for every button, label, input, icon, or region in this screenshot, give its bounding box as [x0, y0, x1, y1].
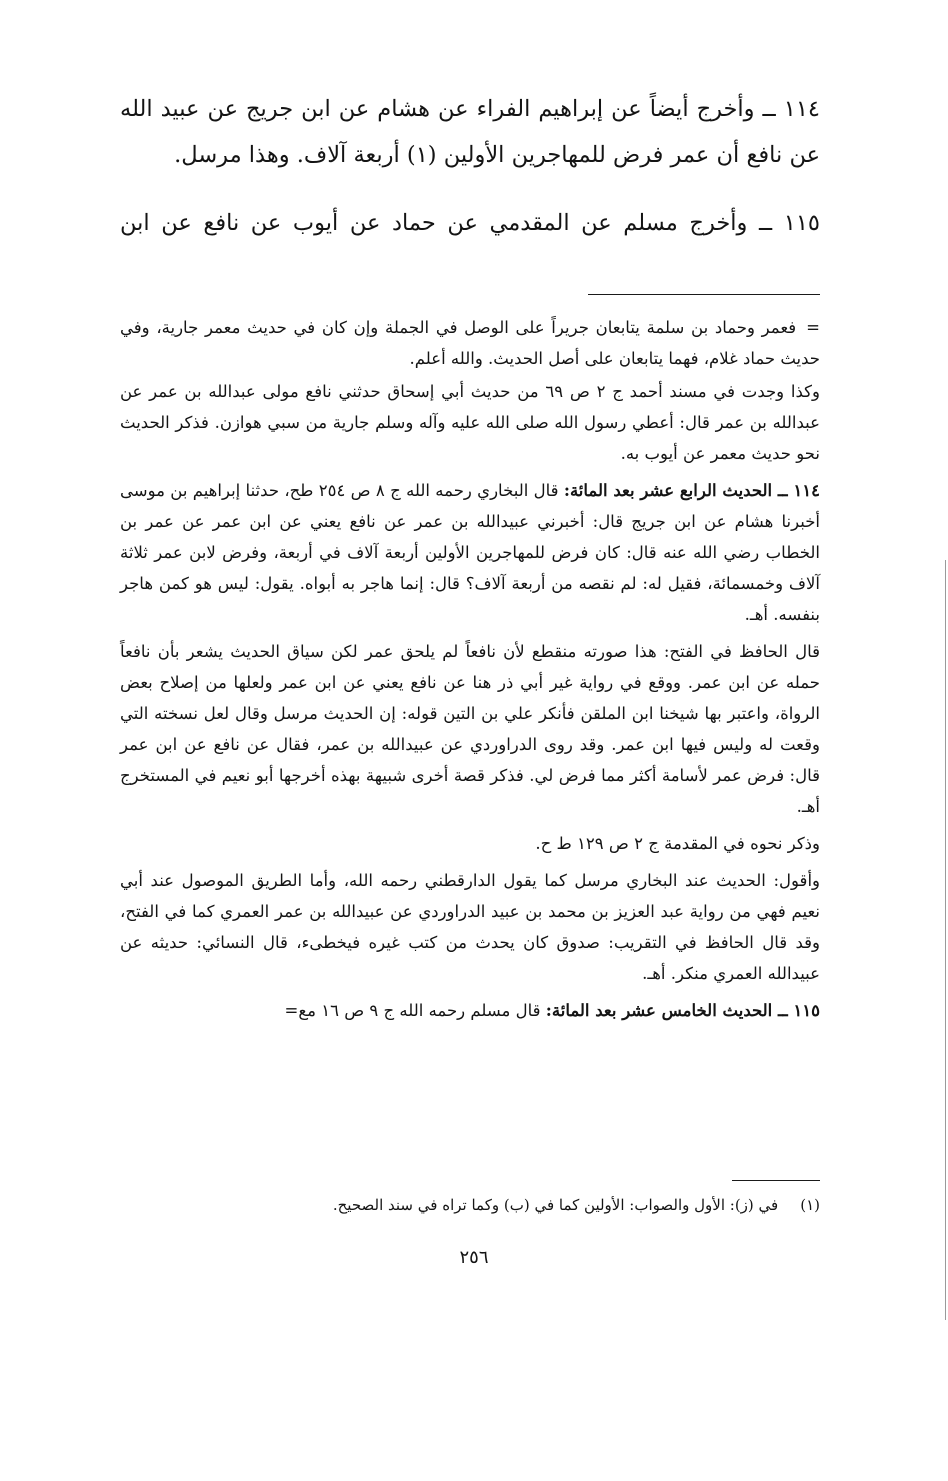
commentary-notes [120, 312, 820, 1028]
note-hafiz-fath: قال الحافظ في الفتح: هذا صورته منقطع لأن نافعاً لم يلحق عمر لكن سياق الحديث يشعر بأن نافعاً حمله عن ابن عمر. ووقع في رواية غير أبي ذر هنا عن نافع يعني عن ابن عمر ولعلها من إصلاح بعض الرواة، واعتبر بها شيخنا ابن الملقن فأنكر علي بن التين قوله: إن الحديث مرسل وقال لعل نسخته التي وقعت له وليس فيها ابن عمر. وقد روى الدراوردي عن عبيدالله بن عمر، فقال عن نافع عن ابن عمر قال: فرض عمر لأسامة أكثر مما فرض لي. فذكر قصة أخرى شبيهة بهذه أخرجها أبو نعيم في المستخرج أهـ. [120, 642, 820, 816]
page-number: ٢٥٦ [459, 1247, 489, 1268]
note-continuation [120, 312, 820, 374]
hadith-115-paragraph: ١١٥ ــ وأخرج مسلم عن المقدمي عن حماد عن أيوب عن نافع عن ابن [120, 210, 820, 236]
note-hadith-115 [120, 995, 820, 1026]
note-continuation-text: فعمر وحماد بن سلمة يتابعان جريراً على الوصل في الجملة وإن كان في حديث معمر جارية، وفي حديث حماد غلام، فهما يتابعان على أصل الحديث. والله أعلم. [120, 318, 820, 368]
note-author-comment: وأقول: الحديث عند البخاري مرسل كما يقول الدارقطني رحمه الله، وأما الطريق الموصول عند أبي نعيم فهي من رواية عبد العزيز بن محمد بن عبيد الدراوردي عن عبيدالله بن عمر العمري كما في الفتح، وقد قال الحافظ في التقريب: صدوق كان يحدث من كتب غيره فيخطىء، قال النسائي: حديثه عن عبيدالله العمري منكر. أهـ. [120, 871, 820, 983]
note-hadith-115-heading: ١١٥ ــ الحديث الخامس عشر بعد المائة: [545, 1001, 820, 1020]
note-hadith-114 [120, 475, 820, 630]
continuation-sign: = [806, 318, 820, 337]
main-text [120, 86, 820, 268]
notes-separator-line [588, 294, 820, 295]
note-muqaddima: وذكر نحوه في المقدمة ج ٢ ص ١٢٩ ط ح. [535, 834, 820, 853]
footnote [120, 1192, 820, 1218]
footnote-marker: (١) [800, 1196, 820, 1214]
scan-edge-line [945, 560, 946, 1320]
note-hadith-115-text: قال مسلم رحمه الله ج ٩ ص ١٦ مع= [284, 1001, 541, 1020]
hadith-114-paragraph: ١١٤ ــ وأخرج أيضاً عن إبراهيم الفراء عن هشام عن ابن جريج عن عبيد الله عن نافع أن عمر فرض للمهاجرين الأولين (١) أربعة آلاف. وهذا مرسل. [120, 96, 820, 168]
note-hadith-114-text: قال البخاري رحمه الله ج ٨ ص ٢٥٤ طح، حدثنا إبراهيم بن موسى أخبرنا هشام عن ابن جريج قال: أخبرني عبيدالله بن عمر عن نافع يعني عن ابن عمر عن عمر بن الخطاب رضي الله عنه قال: كان فرض للمهاجرين الأولين أربعة آلاف في أربعة، وفرض لابن عمر ثلاثة آلاف وخمسمائة، فقيل له: لم نقصه من أربعة آلاف؟ قال: إنما هاجر به أبواه. يقول: ليس هو كمن هاجر بنفسه. أهـ. [120, 481, 820, 624]
footnote-separator-line [732, 1180, 820, 1181]
footnote-text: في (ز): الأول والصواب: الأولين كما في (ب) وكما تراه في سند الصحيح. [332, 1196, 779, 1214]
note-musnad-ahmad: وكذا وجدت في مسند أحمد ج ٢ ص ٦٩ من حديث أبي إسحاق حدثني نافع مولى عبدالله بن عمر عن عبدالله بن عمر قال: أعطي رسول الله صلى الله عليه وآله وسلم جارية من سبي هوازن. فذكر الحديث نحو حديث معمر عن أيوب به. [120, 382, 820, 463]
note-hadith-114-heading: ١١٤ ــ الحديث الرابع عشر بعد المائة: [563, 481, 820, 500]
